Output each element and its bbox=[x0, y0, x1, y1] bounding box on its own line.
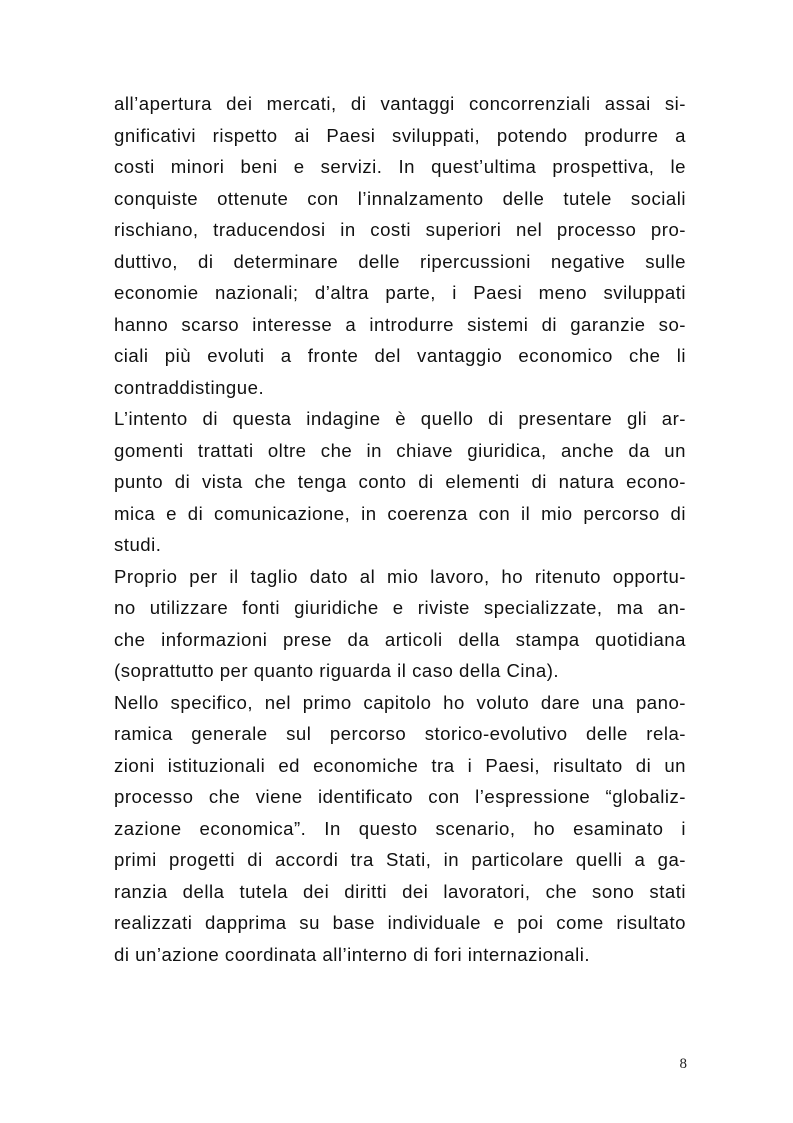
text-line: ciali più evoluti a fronte del vantaggio economico che li bbox=[114, 345, 686, 366]
text-line: rischiano, traducendosi in costi superiori nel processo pro- bbox=[114, 219, 686, 240]
text-line: no utilizzare fonti giuridiche e riviste specializzate, ma an- bbox=[114, 597, 686, 618]
text-line: realizzati dapprima su base individuale e poi come risultato bbox=[114, 912, 686, 933]
text-line: zazione economica”. In questo scenario, ho esaminato i bbox=[114, 817, 686, 839]
text-line: studi. bbox=[114, 534, 162, 555]
text-line: gomenti trattati oltre che in chiave giuridica, anche da un bbox=[114, 439, 686, 461]
text-line: conquiste ottenute con l’innalzamento delle tutele sociali bbox=[114, 187, 686, 209]
paragraph-2 bbox=[114, 403, 686, 561]
text-line: primi progetti di accordi tra Stati, in particolare quelli a ga- bbox=[114, 849, 686, 870]
text-line: (soprattutto per quanto riguarda il caso della Cina). bbox=[114, 660, 560, 681]
text-line: Proprio per il taglio dato al mio lavoro, ho ritenuto opportu- bbox=[114, 565, 686, 587]
text-line: economie nazionali; d’altra parte, i Paesi meno sviluppati bbox=[114, 282, 686, 303]
text-line: Nello specifico, nel primo capitolo ho voluto dare una pano- bbox=[114, 691, 686, 713]
text-line: gnificativi rispetto ai Paesi sviluppati, potendo produrre a bbox=[114, 124, 686, 146]
text-line: hanno scarso interesse a introdurre sistemi di garanzie so- bbox=[114, 313, 686, 335]
text-line: costi minori beni e servizi. In quest’ultima prospettiva, le bbox=[114, 156, 686, 177]
paragraph-1 bbox=[114, 88, 686, 403]
text-line: che informazioni prese da articoli della stampa quotidiana bbox=[114, 628, 686, 650]
paragraph-3 bbox=[114, 561, 686, 687]
text-line: di un’azione coordinata all’interno di fori internazionali. bbox=[114, 943, 591, 965]
text-line: processo che viene identificato con l’espressione “globaliz- bbox=[114, 786, 686, 807]
text-line: mica e di comunicazione, in coerenza con il mio percorso di bbox=[114, 502, 686, 524]
text-line: ramica generale sul percorso storico-evolutivo delle rela- bbox=[114, 723, 686, 744]
text-line: duttivo, di determinare delle ripercussioni negative sulle bbox=[114, 250, 686, 272]
body-text bbox=[114, 88, 686, 970]
text-line: all’apertura dei mercati, di vantaggi concorrenziali assai si- bbox=[114, 93, 686, 114]
text-line: ranzia della tutela dei diritti dei lavoratori, che sono stati bbox=[114, 880, 686, 902]
text-line: punto di vista che tenga conto di elementi di natura econo- bbox=[114, 471, 686, 492]
text-line: L’intento di questa indagine è quello di presentare gli ar- bbox=[114, 408, 686, 429]
paragraph-4 bbox=[114, 687, 686, 971]
text-line: zioni istituzionali ed economiche tra i Paesi, risultato di un bbox=[114, 754, 686, 776]
page-number: 8 bbox=[679, 1056, 687, 1072]
text-line: contraddistingue. bbox=[114, 376, 265, 398]
